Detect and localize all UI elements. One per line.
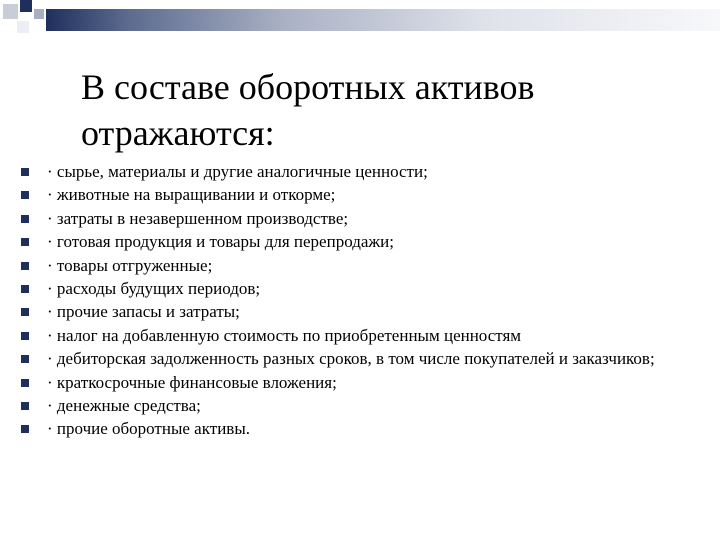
square-bullet-icon — [21, 379, 29, 387]
square-bullet-icon — [21, 168, 29, 176]
square-bullet-icon — [21, 355, 29, 363]
list-item-text: · затраты в незавершенном производстве; — [47, 208, 349, 228]
asset-list — [0, 160, 720, 441]
header-decoration-band — [46, 9, 720, 31]
list-item-text: · налог на добавленную стоимость по приобретенным ценностям — [47, 325, 522, 345]
list-item — [0, 254, 720, 277]
list-item — [0, 300, 720, 323]
list-item-text: · товары отгруженные; — [47, 255, 213, 275]
square-bullet-icon — [21, 308, 29, 316]
list-item — [0, 371, 720, 394]
decorative-square-icon — [34, 9, 44, 19]
decorative-square-icon — [17, 21, 29, 33]
square-bullet-icon — [21, 332, 29, 340]
square-bullet-icon — [21, 262, 29, 270]
list-item — [0, 394, 720, 417]
list-item — [0, 277, 720, 300]
list-item-text: · готовая продукция и товары для перепродажи; — [47, 232, 394, 252]
list-item-text: · животные на выращивании и откорме; — [47, 185, 336, 205]
list-item — [0, 417, 720, 440]
list-item — [0, 207, 720, 230]
square-bullet-icon — [21, 402, 29, 410]
list-item — [0, 347, 720, 370]
square-bullet-icon — [21, 238, 29, 246]
list-item-text: · прочие запасы и затраты; — [47, 302, 240, 322]
list-item-text: · сырье, материалы и другие аналогичные ценности; — [47, 162, 428, 181]
square-bullet-icon — [21, 191, 29, 199]
square-bullet-icon — [21, 425, 29, 433]
list-item — [0, 183, 720, 206]
list-item-text: · прочие оборотные активы. — [47, 419, 250, 439]
slide-title: В составе оборотных активов отражаются: — [81, 67, 535, 153]
square-bullet-icon — [21, 215, 29, 223]
square-bullet-icon — [21, 285, 29, 293]
list-item-text: · денежные средства; — [47, 396, 201, 416]
decorative-square-icon — [20, 0, 32, 12]
list-item — [0, 324, 720, 347]
list-item — [0, 160, 720, 183]
decorative-square-icon — [3, 4, 18, 19]
list-item-text: · дебиторская задолженность разных сроков, в том числе покупателей и заказчиков; — [47, 349, 655, 369]
list-item — [0, 230, 720, 253]
list-item-text: · расходы будущих периодов; — [47, 279, 261, 299]
list-item-text: · краткосрочные финансовые вложения; — [47, 372, 337, 392]
